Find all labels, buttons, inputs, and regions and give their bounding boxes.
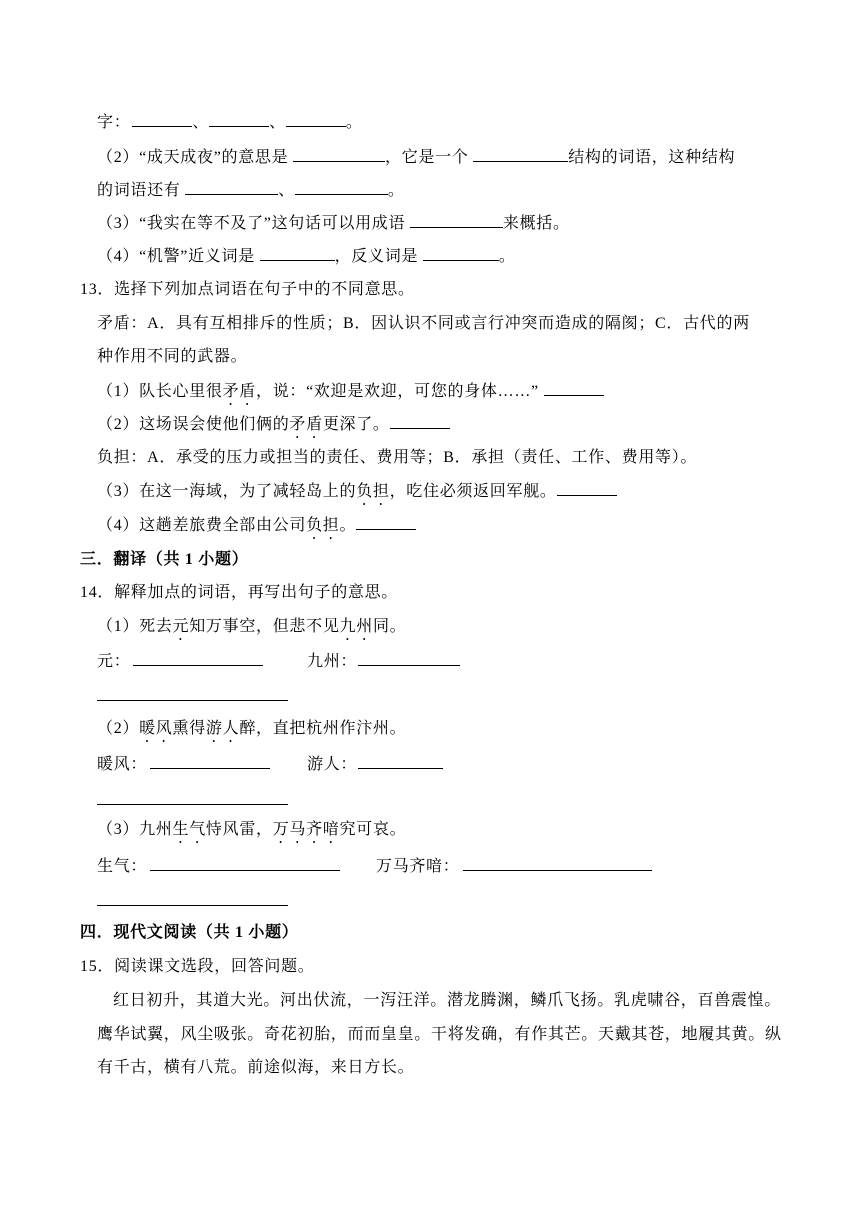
answer-blank bbox=[209, 112, 269, 127]
q15-stem bbox=[80, 957, 315, 977]
answer-blank bbox=[358, 651, 460, 666]
sentence-end: 。 bbox=[498, 248, 516, 265]
q12-sub4-text: ，反义词是 bbox=[334, 248, 423, 265]
dotted-word: 九州 bbox=[339, 618, 373, 635]
definition-text: 种作用不同的武器。 bbox=[97, 348, 248, 365]
passage-text: 红日初升，其道大光。河出伏流，一泻汪洋。潜龙腾渊，鳞爪飞扬。乳虎啸谷，百兽震惶。 bbox=[113, 992, 782, 1009]
q12-sub4 bbox=[97, 246, 516, 267]
term-label: 元： bbox=[97, 653, 131, 670]
separator: 、 bbox=[269, 114, 286, 131]
q13-fudan-definition bbox=[97, 448, 697, 468]
passage-line-3 bbox=[97, 1058, 414, 1078]
answer-blank bbox=[356, 515, 416, 530]
answer-blank bbox=[133, 651, 263, 666]
term-label: 暖风： bbox=[97, 756, 148, 773]
answer-blank bbox=[286, 112, 346, 127]
verse-text: 恃风雷， bbox=[205, 821, 273, 838]
section3-heading bbox=[80, 550, 248, 570]
answer-line bbox=[97, 804, 288, 805]
passage-line-2 bbox=[97, 1025, 782, 1045]
item-text: （4）这趟差旅费全部由公司 bbox=[97, 517, 307, 534]
q14-item-3-verse bbox=[97, 820, 406, 847]
definition-text: 矛盾：A．具有互相排斥的性质；B．因认识不同或言行冲突而造成的隔阂；C．古代的两 bbox=[97, 315, 750, 332]
q12-sub1-lead: 字： bbox=[97, 114, 131, 131]
item-text: ，说：“欢迎是欢迎，可您的身体……” bbox=[256, 383, 544, 400]
answer-blank bbox=[410, 213, 503, 228]
answer-line bbox=[97, 905, 288, 906]
verse-text: 醉，直把杭州作汴州。 bbox=[239, 720, 407, 737]
q12-sub3-text: （3）“我实在等不及了”这句话可以用成语 bbox=[97, 215, 410, 232]
answer-blank bbox=[150, 856, 340, 871]
q12-sub2-text: （2）“成天成夜”的意思是 bbox=[97, 149, 294, 166]
q14-item-1-verse bbox=[97, 617, 406, 644]
q12-sub3-text: 来概括。 bbox=[502, 215, 570, 232]
q14-item-1-term-a bbox=[97, 651, 263, 672]
answer-blank bbox=[293, 147, 385, 162]
section-heading: 三．翻译（共 1 小题） bbox=[80, 551, 249, 568]
item-text: 。 bbox=[339, 517, 357, 534]
dotted-word: 负担 bbox=[356, 483, 390, 500]
sentence-end: 。 bbox=[345, 114, 363, 131]
answer-blank bbox=[473, 147, 568, 162]
q13-maodun-definition-line1 bbox=[97, 314, 750, 334]
answer-blank bbox=[544, 381, 604, 396]
dotted-word: 矛盾 bbox=[222, 383, 257, 400]
answer-blank bbox=[557, 481, 617, 496]
section-heading: 四．现代文阅读（共 1 小题） bbox=[80, 924, 299, 941]
question-stem: 15．阅读课文选段，回答问题。 bbox=[80, 958, 315, 975]
term-label: 九州： bbox=[307, 653, 358, 670]
verse-text: 知万事空，但悲不见 bbox=[189, 618, 340, 635]
answer-blank bbox=[358, 754, 443, 769]
item-text: 更深了。 bbox=[322, 416, 390, 433]
q12-sub3 bbox=[97, 213, 570, 234]
q14-item-1-term-b bbox=[307, 651, 460, 672]
verse-text: 同。 bbox=[372, 618, 407, 635]
q14-stem bbox=[80, 583, 398, 603]
dotted-word: 暖风 bbox=[139, 720, 173, 737]
q12-sub2-text: ，它是一个 bbox=[385, 149, 474, 166]
q14-item-2-term-a bbox=[97, 754, 270, 775]
item-text: （2）这场误会使他们俩的 bbox=[97, 416, 290, 433]
answer-line bbox=[97, 700, 288, 701]
item-text: ，吃住必须返回军舰。 bbox=[389, 483, 557, 500]
q13-item-2 bbox=[97, 414, 450, 442]
q12-sub2-text: 结构的词语，这种结构 bbox=[568, 149, 736, 166]
verse-text: （2） bbox=[97, 720, 140, 737]
verse-text: （3）九州 bbox=[97, 821, 173, 838]
answer-blank bbox=[185, 180, 278, 195]
q12-sub2-line2 bbox=[97, 180, 405, 201]
answer-blank bbox=[260, 246, 335, 261]
answer-blank bbox=[423, 246, 499, 261]
q12-sub4-text: （4）“机警”近义词是 bbox=[97, 248, 260, 265]
q14-item-3-term-b bbox=[376, 856, 652, 877]
q14-item-2-verse bbox=[97, 719, 406, 746]
passage-line-1 bbox=[113, 991, 781, 1011]
answer-blank bbox=[132, 112, 192, 127]
q13-item-1 bbox=[97, 381, 604, 409]
separator: 、 bbox=[192, 114, 210, 131]
answer-blank bbox=[463, 856, 652, 871]
dotted-word: 生气 bbox=[172, 821, 206, 838]
dotted-word: 万马齐喑 bbox=[272, 821, 340, 838]
q13-maodun-definition-line2 bbox=[97, 347, 247, 367]
q14-item-3-term-a bbox=[97, 856, 340, 877]
term-label: 游人： bbox=[307, 756, 358, 773]
dotted-word: 游人 bbox=[205, 720, 240, 737]
item-text: （1）队长心里很 bbox=[97, 383, 223, 400]
dotted-word: 元 bbox=[172, 618, 190, 635]
answer-blank bbox=[390, 414, 450, 429]
q14-item-2-term-b bbox=[307, 754, 443, 775]
verse-text: （1）死去 bbox=[97, 618, 173, 635]
q13-item-3 bbox=[97, 481, 617, 509]
answer-blank bbox=[295, 180, 388, 195]
q13-item-4 bbox=[97, 515, 416, 543]
verse-text: 熏得 bbox=[172, 720, 206, 737]
passage-text: 有千古，横有八荒。前途似海，来日方长。 bbox=[97, 1059, 415, 1076]
question-stem: 13．选择下列加点词语在句子中的不同意思。 bbox=[80, 281, 415, 298]
answer-blank bbox=[150, 754, 270, 769]
q13-stem bbox=[80, 280, 415, 300]
q12-sub2-text: 的词语还有 bbox=[97, 182, 186, 199]
separator: 、 bbox=[278, 182, 295, 199]
definition-text: 负担：A．承受的压力或担当的责任、费用等；B．承担（责任、工作、费用等）。 bbox=[97, 449, 698, 466]
q12-sub1-answer-row bbox=[97, 112, 363, 133]
dotted-word: 矛盾 bbox=[289, 416, 323, 433]
passage-text: 鹰华试翼，风尘吸张。奇花初胎，而而皇皇。干将发确，有作其芒。天戴其苍，地履其黄。纵 bbox=[97, 1026, 782, 1043]
sentence-end: 。 bbox=[387, 182, 405, 199]
verse-text: 究可哀。 bbox=[339, 821, 407, 838]
term-label: 生气： bbox=[97, 858, 148, 875]
section4-heading bbox=[80, 923, 299, 943]
q12-sub2-line1 bbox=[97, 147, 735, 168]
question-stem: 14．解释加点的词语，再写出句子的意思。 bbox=[80, 584, 399, 601]
term-label: 万马齐喑： bbox=[376, 858, 460, 875]
dotted-word: 负担 bbox=[306, 517, 340, 534]
item-text: （3）在这一海域，为了减轻岛上的 bbox=[97, 483, 357, 500]
